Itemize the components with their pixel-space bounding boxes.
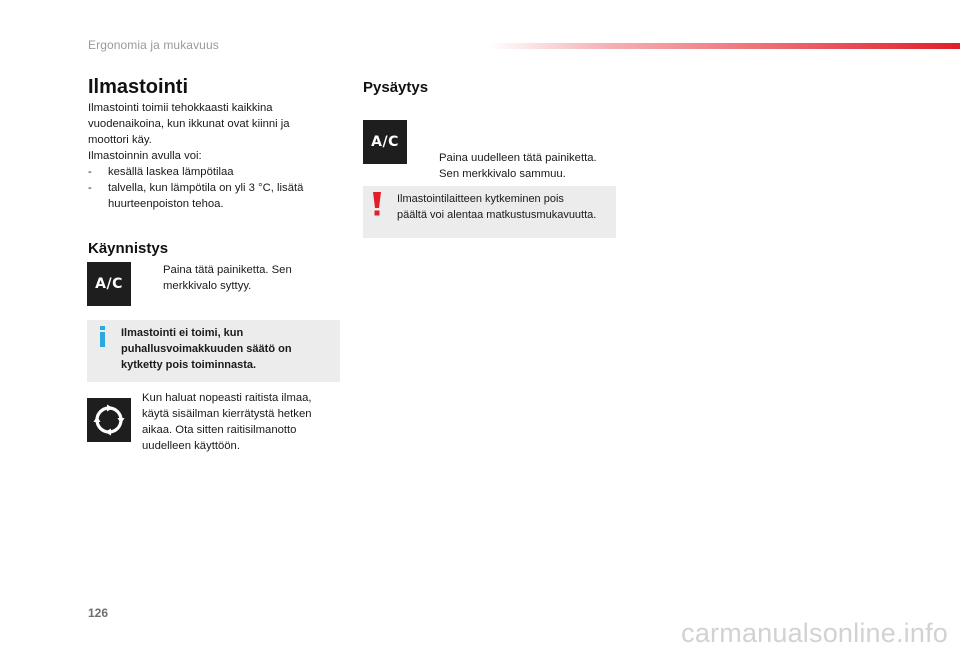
start-step xyxy=(142,262,353,294)
warning-icon xyxy=(371,192,383,216)
recirculation-line: uudelleen käyttöön. xyxy=(142,440,240,452)
bullet-dash: - xyxy=(88,166,92,178)
recirculation-button[interactable] xyxy=(87,398,131,442)
step-line: merkkivalo syttyy. xyxy=(163,280,252,292)
section-header: Ergonomia ja mukavuus xyxy=(88,38,219,52)
page-number: 126 xyxy=(88,606,109,620)
intro-line: Ilmastointi toimii tehokkaasti kaikkina xyxy=(88,102,273,114)
recirculation-text xyxy=(142,390,342,454)
start-heading: Käynnistys xyxy=(88,240,169,257)
info-note-text xyxy=(121,325,336,373)
stop-heading: Pysäytys xyxy=(363,79,429,96)
bullet-line: huurteenpoiston tehoa. xyxy=(108,198,224,210)
bullet-item xyxy=(88,180,338,212)
recirculation-line: käytä sisäilman kierrätystä hetken xyxy=(142,408,312,420)
bullet-dash: - xyxy=(88,182,92,194)
bullet-item xyxy=(88,164,338,180)
intro-paragraph xyxy=(88,100,338,212)
info-note-line: puhallusvoimakkuuden säätö on xyxy=(121,343,292,355)
recirculation-line: Kun haluat nopeasti raitista ilmaa, xyxy=(142,392,312,404)
bullet-line: talvella, kun lämpötila on yli 3 °C, lisätä xyxy=(108,182,304,194)
page-title: Ilmastointi xyxy=(88,76,189,98)
warning-note-text xyxy=(397,191,612,223)
warning-note xyxy=(363,186,616,238)
intro-line: moottori käy. xyxy=(88,134,152,146)
stop-step xyxy=(418,150,639,182)
info-note-line: kytketty pois toiminnasta. xyxy=(121,359,257,371)
ac-button-stop[interactable]: A/C xyxy=(363,120,407,164)
info-icon xyxy=(97,326,109,348)
step-line: Sen merkkivalo sammuu. xyxy=(439,168,566,180)
warning-note-line: päältä voi alentaa matkustusmukavuutta. xyxy=(397,209,597,221)
bullet-line: kesällä laskea lämpötilaa xyxy=(108,166,234,178)
header-accent-bar xyxy=(490,43,960,49)
info-note-line: Ilmastointi ei toimi, kun xyxy=(121,327,244,339)
recirculation-line: aikaa. Ota sitten raitisilmanotto xyxy=(142,424,297,436)
air-recirculation-icon xyxy=(91,402,127,438)
step-line: Paina tätä painiketta. Sen xyxy=(163,264,292,276)
info-note xyxy=(87,320,340,382)
step-line: Paina uudelleen tätä painiketta. xyxy=(439,152,597,164)
watermark: carmanualsonline.info xyxy=(681,618,948,648)
intro-line: Ilmastoinnin avulla voi: xyxy=(88,150,202,162)
warning-note-line: Ilmastointilaitteen kytkeminen pois xyxy=(397,193,564,205)
intro-line: vuodenaikoina, kun ikkunat ovat kiinni ja xyxy=(88,118,290,130)
ac-button-start[interactable]: A/C xyxy=(87,262,131,306)
